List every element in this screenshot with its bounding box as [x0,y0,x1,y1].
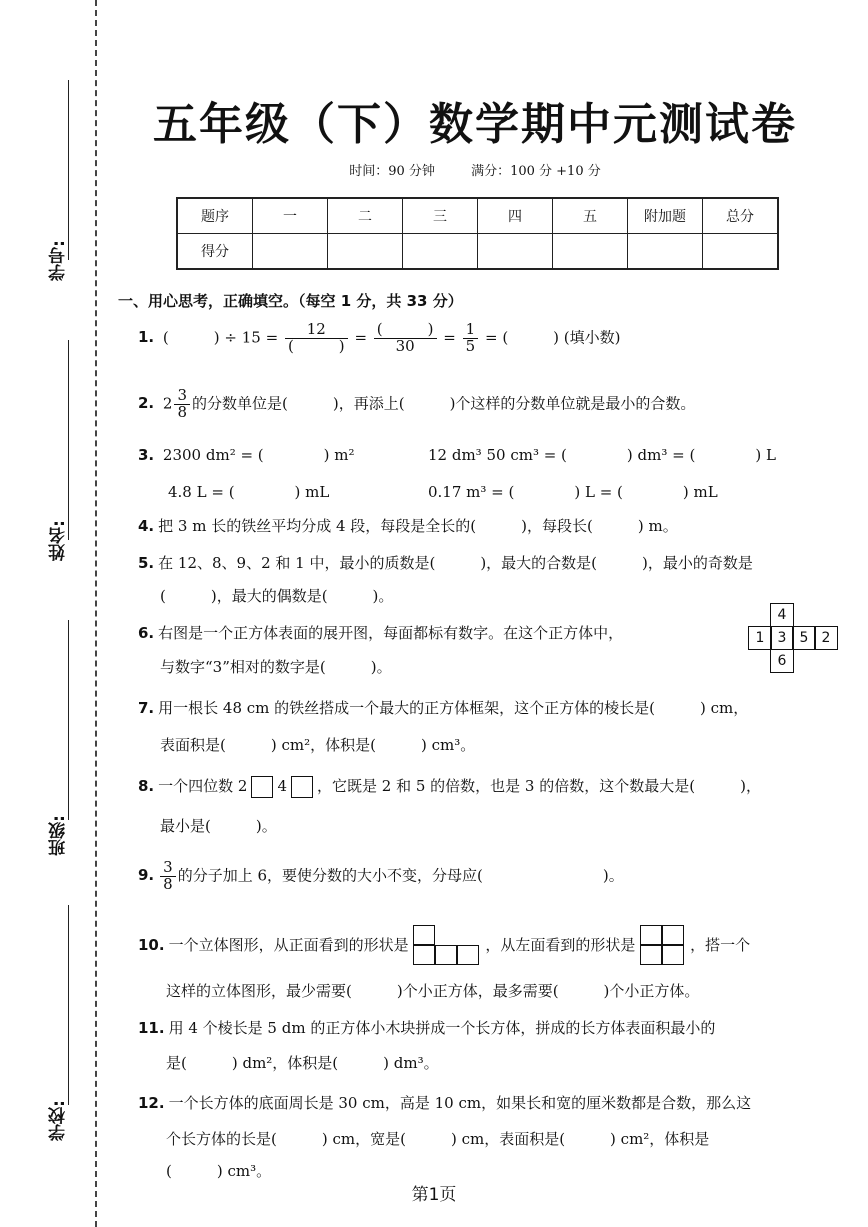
q10-part-b: ，从左面看到的形状是 [485,936,636,954]
left-view-figure [640,925,690,967]
front-view-figure [413,925,485,967]
q3-line2-a: 4.8 L = ( ) mL [168,483,330,501]
q1-part-a: ( ) ÷ 15 = [162,328,279,347]
score-cell: 四 [478,198,553,234]
question-8-line2: 最小是( )。 [160,817,277,835]
score-table [176,197,779,270]
question-5 [138,552,753,573]
question-number: 3. [138,446,155,464]
section-heading: 一、用心思考，正确填空。（每空 1 分，共 33 分） [118,292,463,310]
question-5-line2: ( )，最大的偶数是( )。 [160,587,394,605]
question-11 [138,1017,715,1038]
question-number: 10. [138,936,165,954]
name-line [68,340,69,540]
q10-part-a: 一个立体图形，从正面看到的形状是 [168,936,409,954]
question-11-line2: 是( ) dm²，体积是( ) dm³。 [166,1054,439,1072]
fraction [285,322,348,355]
q1-part-b: = ( ) (填小数) [484,328,621,347]
net-cell: 4 [770,603,794,627]
question-3-line2 [168,481,718,502]
score-cell[interactable] [478,234,553,270]
numerator: 12 [285,322,348,339]
denominator: 5 [465,336,476,355]
full-score: 满分：100 分 +10 分 [471,164,601,179]
score-cell[interactable] [703,234,779,270]
q5-line1: 在 12、8、9、2 和 1 中，最小的质数是( )，最大的合数是( )，最小的奇数是 [158,554,753,572]
fraction [160,860,176,893]
question-4 [138,515,678,536]
page-number: 第1页 [411,1185,457,1205]
q2-text: 的分数单位是( )，再添上( )个这样的分数单位就是最小的合数。 [192,394,696,413]
numerator: 1 [463,322,479,339]
mixed-number-whole: 2 [162,394,173,413]
score-cell: 得分 [177,234,253,270]
net-cell: 1 [748,626,772,650]
student-no-label: 学号: [49,240,69,281]
question-number: 9. [138,866,155,885]
fraction [374,322,437,355]
q3-line2-b: 0.17 m³ = ( ) L = ( ) mL [428,483,718,501]
question-9 [138,860,624,893]
time-limit: 时间：90 分钟 [349,164,435,179]
score-cell[interactable] [403,234,478,270]
question-number: 5. [138,554,155,572]
numerator: ( ) [374,322,437,339]
q3-line1-a: 2300 dm² = ( ) m² [162,446,355,464]
denominator: 8 [177,402,188,421]
q7-line1: 用一根长 48 cm 的铁丝搭成一个最大的正方体框架，这个正方体的棱长是( ) cm， [158,699,749,717]
student-no-line [68,80,69,260]
class-line [68,620,69,820]
numerator: 3 [174,388,190,405]
school-label: 学校: [49,1100,69,1141]
score-cell[interactable] [328,234,403,270]
blank-box[interactable] [291,776,313,798]
q9-text: 的分子加上 6，要使分数的大小不变，分母应( )。 [177,866,624,885]
question-3 [138,444,776,465]
q8-part-c: ，它既是 2 和 5 的倍数，也是 3 的倍数，这个数最大是( )， [317,777,761,795]
q6-line1: 右图是一个正方体表面的展开图，每面都标有数字。在这个正方体中， [158,624,624,642]
question-number: 8. [138,777,155,795]
q11-line1: 用 4 个棱长是 5 dm 的正方体小木块拼成一个长方体，拼成的长方体表面积最小的 [168,1019,716,1037]
question-number: 4. [138,517,155,535]
score-cell: 总分 [703,198,779,234]
question-number: 6. [138,624,155,642]
denominator: 8 [163,874,173,893]
q4-text: 把 3 m 长的铁丝平均分成 4 段，每段是全长的( )，每段长( ) m。 [158,517,678,535]
question-8 [138,775,761,798]
score-cell: 三 [403,198,478,234]
question-number: 1. [138,328,155,347]
question-10-line2: 这样的立体图形，最少需要( )个小正方体，最多需要( )个小正方体。 [166,982,700,1000]
score-cell: 题序 [177,198,253,234]
class-label: 班级: [49,815,69,856]
question-10 [138,925,750,967]
question-number: 12. [138,1094,165,1112]
blank-box[interactable] [251,776,273,798]
question-6-line2: 与数字“3”相对的数字是( )。 [160,658,392,676]
score-table-header-row [177,198,778,234]
net-cell: 2 [814,626,838,650]
question-12 [138,1092,751,1113]
question-number: 11. [138,1019,165,1037]
question-12-line3: ( ) cm³。 [166,1162,272,1180]
numerator: 3 [160,860,176,877]
exam-info [110,160,840,179]
score-table-score-row [177,234,778,270]
page-title: 五年级（下）数学期中元测试卷 [153,99,797,150]
q3-line1-b: 12 dm³ 50 cm³ = ( ) dm³ = ( ) L [428,446,776,464]
q8-part-a: 一个四位数 2 [158,777,248,795]
q12-line1: 一个长方体的底面周长是 30 cm，高是 10 cm，如果长和宽的厘米数都是合数，那么这 [168,1094,752,1112]
question-6 [138,622,623,643]
equals-sign: = [443,328,456,347]
score-cell: 附加题 [628,198,703,234]
score-cell[interactable] [553,234,628,270]
question-7-line2: 表面积是( ) cm²，体积是( ) cm³。 [160,736,476,754]
net-cell: 5 [792,626,816,650]
q10-part-c: ，搭一个 [690,936,751,954]
score-cell: 五 [553,198,628,234]
net-cell: 6 [770,649,794,673]
question-1 [138,322,621,355]
score-cell[interactable] [253,234,328,270]
denominator: 30 [395,336,415,355]
score-cell[interactable] [628,234,703,270]
fraction [174,388,190,421]
q8-part-b: 4 [277,777,287,795]
denominator: ( ) [287,336,345,355]
fraction [463,322,479,355]
score-cell: 一 [253,198,328,234]
school-line [68,905,69,1105]
question-number: 7. [138,699,155,717]
question-2 [138,388,695,421]
net-cell: 3 [770,626,794,650]
score-cell: 二 [328,198,403,234]
name-label: 姓名: [49,520,69,561]
question-number: 2. [138,394,155,413]
question-12-line2: 个长方体的长是( ) cm，宽是( ) cm，表面积是( ) cm²，体积是 [166,1130,710,1148]
question-7 [138,697,748,718]
equals-sign: = [354,328,368,347]
binding-line [95,0,97,1227]
